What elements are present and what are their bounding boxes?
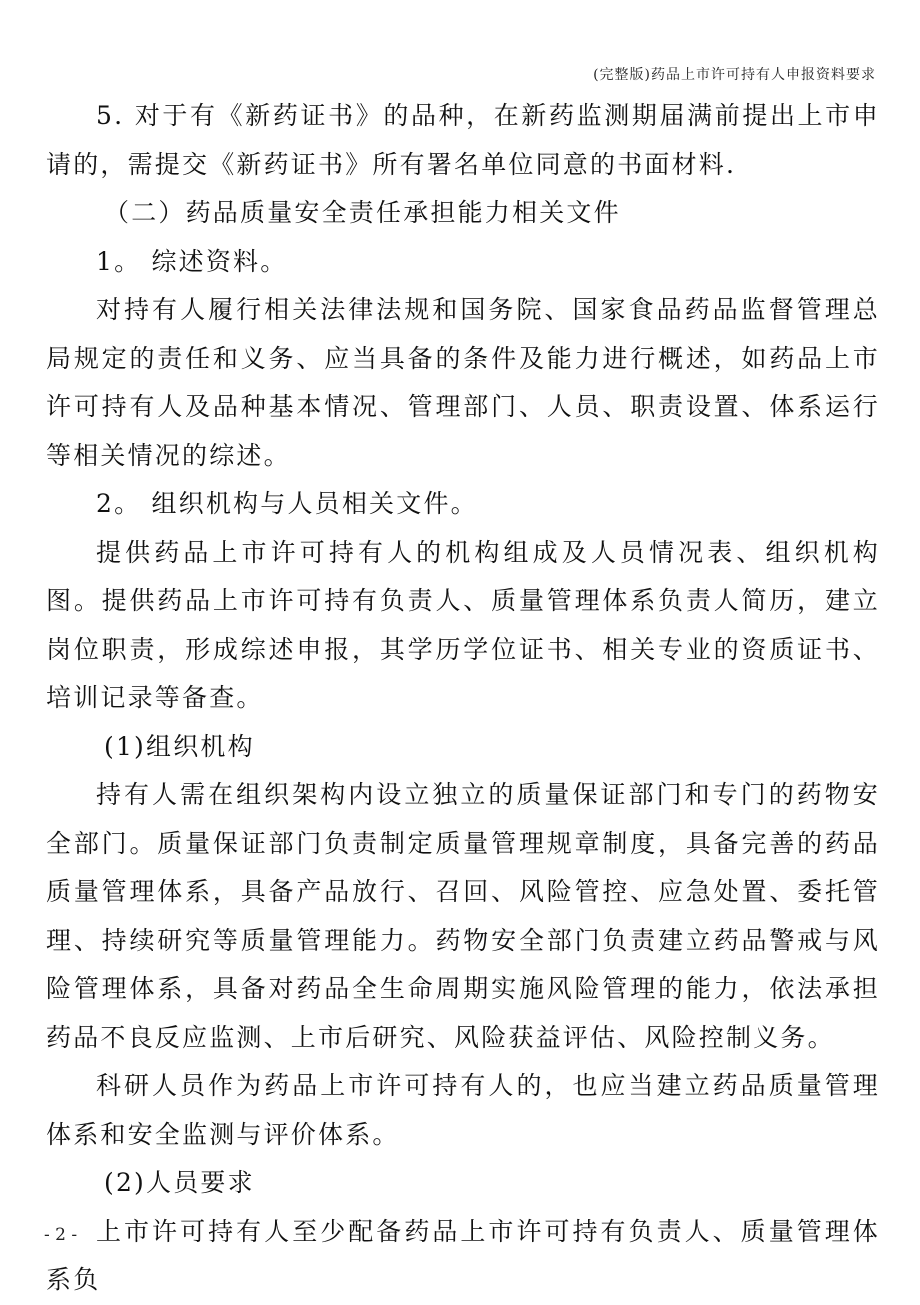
subheading-1: 1。 综述资料。 — [96, 246, 288, 276]
section-heading-2: （二）药品质量安全责任承担能力相关文件 — [104, 198, 621, 227]
subheading-personnel: (2)人员要求 — [104, 1168, 255, 1197]
paragraph-personnel-requirements: 上市许可持有人至少配备药品上市许可持有负责人、质量管理体系负 — [46, 1216, 880, 1294]
paragraph-researchers: 科研人员作为药品上市许可持有人的，也应当建立药品质量管理体系和安全监测与评价体系。 — [46, 1071, 880, 1149]
paragraph-item-5: 5. 对于有《新药证书》的品种，在新药监测期届满前提出上市申请的，需提交《新药证书》所有署名单位同意的书面材料. — [46, 101, 880, 179]
paragraph-organization-structure: 持有人需在组织架构内设立独立的质量保证部门和专门的药物安全部门。质量保证部门负责制定质量管理规章制度，具备完善的药品质量管理体系，具备产品放行、召回、风险管控、应急处置、委托管理、持续研究等质量管理能力。药物安全部门负责建立药品警戒与风险管理体系，具备对药品全生命周期实施风险管理的能力，依法承担药品不良反应监测、上市后研究、风险获益评估、风险控制义务。 — [46, 780, 880, 1052]
subheading-organization: (1)组织机构 — [104, 731, 255, 761]
document-header: (完整版)药品上市许可持有人申报资料要求 — [593, 67, 876, 83]
paragraph-summary: 对持有人履行相关法律法规和国务院、国家食品药品监督管理总局规定的责任和义务、应当具备的条件及能力进行概述，如药品上市许可持有人及品种基本情况、管理部门、人员、职责设置、体系运行等相关情况的综述。 — [46, 295, 880, 470]
document-body — [46, 92, 880, 1305]
page-number: - 2 - — [44, 1225, 78, 1245]
paragraph-organization-docs: 提供药品上市许可持有人的机构组成及人员情况表、组织机构图。提供药品上市许可持有负责人、质量管理体系负责人简历，建立岗位职责，形成综述申报，其学历学位证书、相关专业的资质证书、培训记录等备查。 — [46, 537, 880, 712]
subheading-2: 2。 组织机构与人员相关文件。 — [96, 489, 478, 518]
